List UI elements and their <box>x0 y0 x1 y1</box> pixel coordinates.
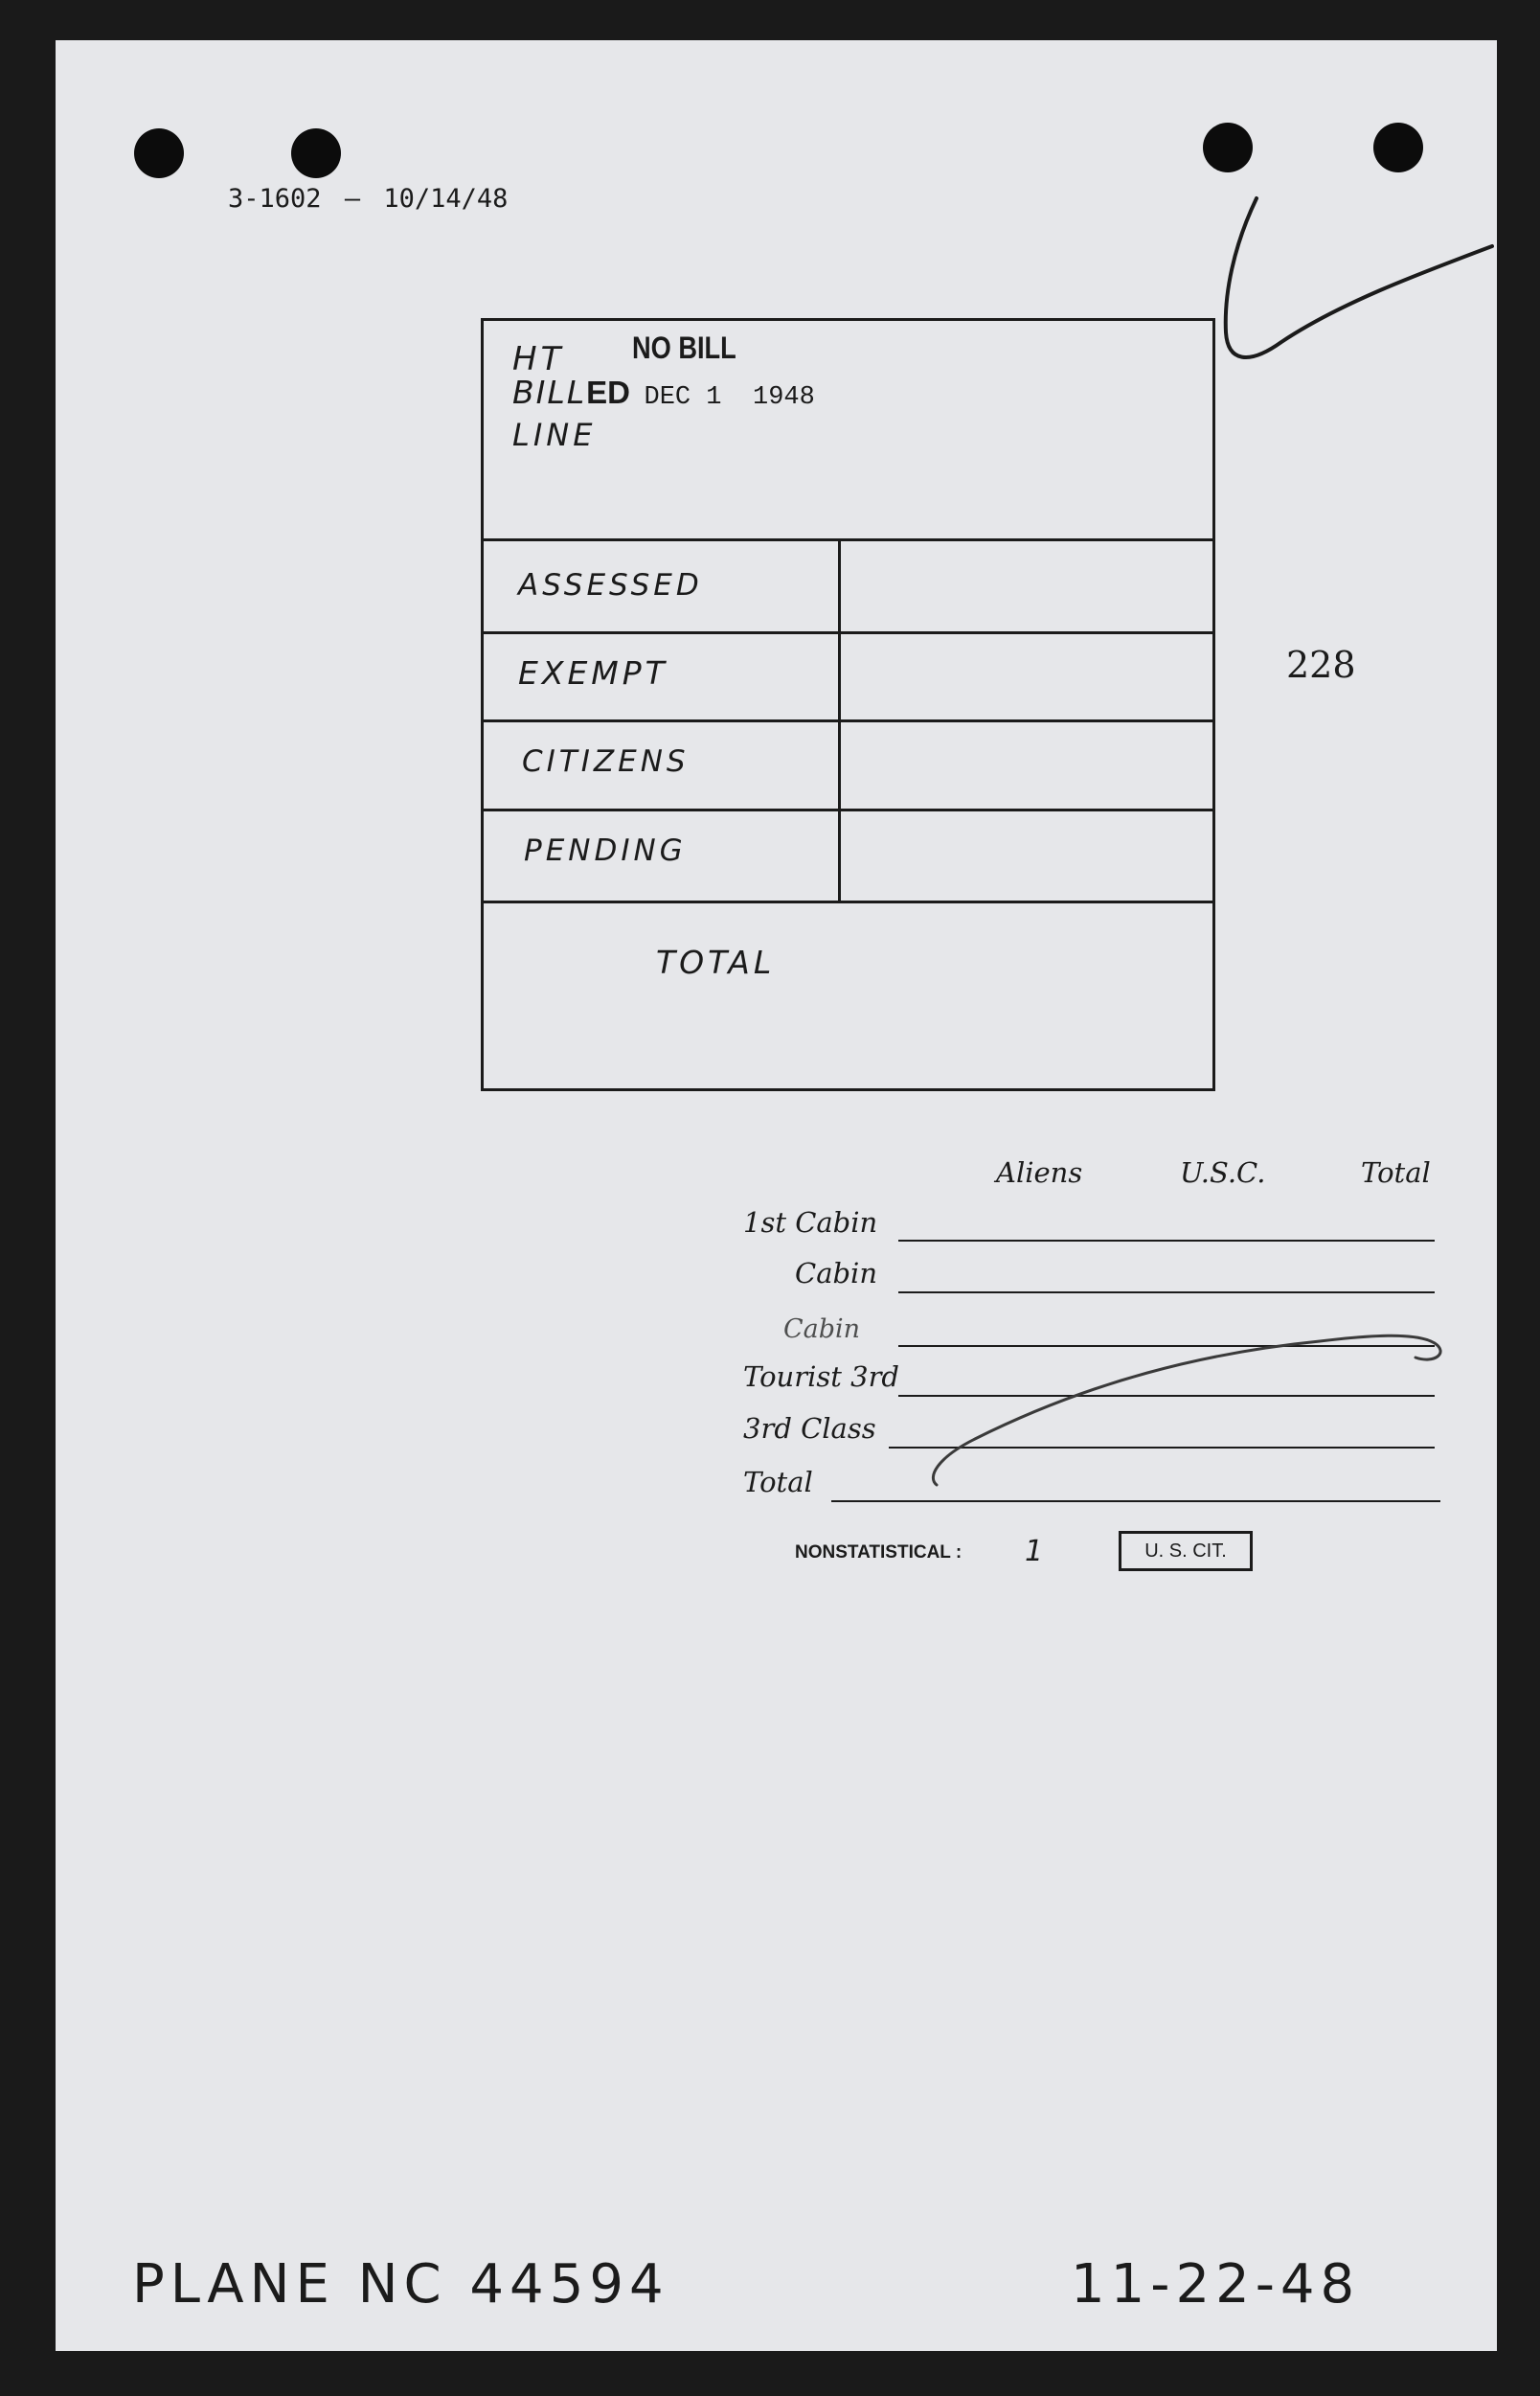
billed-prefix: BILL <box>512 374 587 411</box>
row-pending: PENDING <box>524 833 687 868</box>
reference-line <box>228 184 508 214</box>
billing-box <box>481 318 1215 1091</box>
punch-hole <box>134 128 184 178</box>
column-usc: U.S.C. <box>1180 1156 1266 1189</box>
row-first-cabin: 1st Cabin <box>743 1206 878 1239</box>
plane-number: PLANE NC 44594 <box>132 2253 669 2316</box>
nonstatistical-count: 1 <box>1025 1535 1048 1568</box>
stamp-date-year: 1948 <box>753 383 815 412</box>
row-assessed: ASSESSED <box>518 568 703 603</box>
document-page <box>56 40 1497 2351</box>
row-tourist-third: Tourist 3rd <box>743 1360 899 1393</box>
row-third-class: 3rd Class <box>743 1412 876 1445</box>
row-total: Total <box>743 1466 813 1498</box>
nonstatistical-label: NONSTATISTICAL : <box>795 1542 962 1563</box>
punch-hole <box>291 128 341 178</box>
pencil-stroke-icon <box>917 1314 1454 1496</box>
row-citizens: CITIZENS <box>522 744 690 779</box>
row-partial-cabin: Cabin <box>783 1314 861 1344</box>
total-label: TOTAL <box>656 944 776 981</box>
no-bill-stamp: NO BILL <box>632 331 736 365</box>
row-cabin: Cabin <box>795 1257 877 1289</box>
stamp-date-day: DEC 1 <box>644 383 722 412</box>
billed-suffix: ED <box>586 375 630 410</box>
page-number: 228 <box>1286 644 1356 686</box>
row-exempt: EXEMPT <box>518 654 668 692</box>
reference-dash: — <box>344 184 361 214</box>
footer-date: 11-22-48 <box>1071 2253 1361 2316</box>
reference-number: 3-1602 <box>228 184 322 214</box>
line-label: LINE <box>512 417 597 453</box>
column-total: Total <box>1361 1156 1431 1189</box>
column-aliens: Aliens <box>996 1156 1083 1189</box>
billed-line <box>512 374 815 412</box>
handwritten-ht: HT <box>512 340 565 378</box>
reference-date: 10/14/48 <box>383 184 509 214</box>
us-cit-stamp: U. S. CIT. <box>1119 1531 1253 1571</box>
punch-hole <box>1373 123 1423 172</box>
punch-hole <box>1203 123 1253 172</box>
check-mark-icon <box>1205 189 1502 419</box>
